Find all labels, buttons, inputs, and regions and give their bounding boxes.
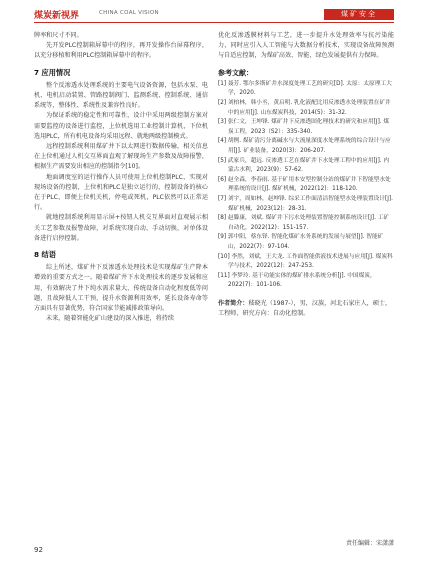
header-divider [34,22,394,23]
reference-item: [2] 刘柏林，韩小丞，黄启明. 乳化液配比用反渗透水处理装置在矿井中的应用[J]. 山东煤炭科技，2014(5)：31-32. [218,100,391,116]
reference-item: [6] 赵全森，李春雨. 基于矿用本安型控制分站的煤矿井下智能型水处理系统的设计[J]. 煤矿机械，2022(12)：118-120. [218,176,391,193]
paragraph: 先开发PLC控制箱屏幕中的程序，再开发操作台屏幕程序，以充分移植和利用PLC控制箱屏幕中的程序。 [34,42,208,60]
reference-item: [10] 李然，刘斌，王大龙. 工作面智能供液技术进展与应用[J]. 煤炭科学与技术，2022(12)：247-253. [218,253,393,270]
section-heading-7: 7 应用情况 [34,67,71,77]
author-info [218,299,394,319]
paragraph: 优化反渗透膜材料与工艺，进一步提升水处理效率与抗污染能力，同时应引入人工智能与大数据分析技术，实现设备故障预测与自适应控制，为煤矿高效、智能、绿色发展提供有力保障。 [218,32,394,60]
right-column [218,31,394,319]
paragraph: 远程控制系统利用煤矿井下以太网进行数据传输，相关信息在上位机通过人机交互界面直观了解现场生产参数及故障报警，根据生产需要发出相应的控制指令[10]。 [34,143,208,171]
reference-item: [5] 武家兵，超远. 反渗透工艺在煤矿井下水处理工程中的应用[J]. 内蒙古水利，2023(9)：57-62. [218,157,390,174]
references-title: 参考文献： [218,68,253,77]
paragraph: 为保证系统的稳定性和可靠性，设计中采用两级控制方案对需要监控的设备进行监控，上位机选用工业控制计算机，下位机选用PLC，所有机电设备均采用远程、就地两级控制模式。 [34,112,208,140]
reference-item: [4] 胡例. 煤矿清污分离碱水与大流量深度水处理系统的综合设计与应用[J]. 矿业装备，2020(3)：206-207. [218,138,391,154]
journal-logo-en: CHINA COAL VISION [99,10,159,16]
section-heading-8: 8 结语 [34,250,56,260]
paragraph: 未来，随着智能化矿山建设的深入推进，将持续 [46,315,174,323]
page-header [0,0,427,25]
paragraph: 地面调度室的运行操作人员可使用上位机控制PLC，实现对现场设备的控制，上位机和PLC是独立运行的，控制设备的核心在于PLC，即便上位机关机，停电或死机，PLC依然可以正常运行。 [34,173,208,212]
paragraph: 综上所述，煤矿井下反渗透水处理技术是实现煤矿生产降本增效的重要方式之一。随着煤矿井下水处理技术的逐步发展和应用，有效解决了井下纯水需求量大、传统设备自动化程度低等问题，且故障低人工干预，提升水资源利用效率，延长设备寿命等方面具有显著优势，符合国家节能减排政策导向。 [34,264,208,313]
paragraph: 整个反渗透水处理系统的主要电气设备资源，包括水泵、电机、电机启动装置、管路控制阀门、监测系统、控制系统、通信系统等，整体性、系统性及兼容性良好。 [34,81,208,110]
journal-logo: 煤炭新视界 [34,11,80,21]
left-column [34,31,208,324]
reference-item: [3] 张仁文，王坤锋. 煤矿井下反渗透固化理技术的研究和应用[J]. 煤炭工程，2023（S2）：335-340. [218,119,390,135]
author-label: 作者简介： [218,299,249,307]
paragraph: 牌率和尺寸不同。 [34,32,83,39]
reference-item: [11] 李梦玲. 基于功能实体的煤矿排水系统分析[J]. 中国煤炭，2022(7)：101-106. [218,272,376,289]
reference-item: [1] 聂芳. 鄂尔多斯矿井水深度处理工艺的研究[D]. 太原：太原理工大学，2020. [218,80,392,97]
page-number: 92 [34,546,43,554]
reference-item: [7] 刘宇，周如林，赵坤锋. 综采工作面清洁智能型水处理装置设计[J]. 煤矿机械，2023(12)：28-31. [218,195,393,212]
section-badge: 煤矿安全 [324,9,394,20]
paragraph: 就地控制系统利用显示屏+按钮人机交互界面对直观展示相关工艺参数及报警故障，对系统实现自动、手动切换，对单体设备进行启停控制。 [34,214,208,242]
reference-item: [8] 赵滕康，刘斌. 煤矿井下污水处理装置智能控制系统设计[J]. 工矿自动化，2022(12)：151-157. [218,215,390,231]
responsible-editor: 责任编辑：宋潇潇 [345,540,394,547]
reference-item: [9] 郭中阳，蔡东铎. 智能化煤矿水务系统的发展与展望[J]. 智能矿山，2022(7)：97-104. [218,234,384,250]
author-text: 嵇晓光（1987-），男，汉族，河北石家庄人，硕士，工程师，研究方向：自动化控制。 [218,299,392,318]
